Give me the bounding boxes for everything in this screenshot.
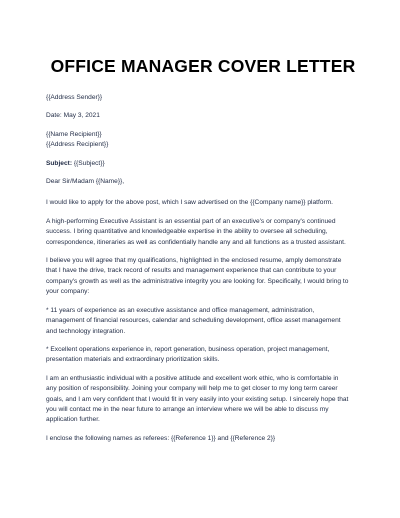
bullet-experience: * 11 years of experience as an executive assistance and office management, administration, management of financial resources, calendar and scheduling development, office asset management and technology integration. bbox=[46, 306, 341, 335]
recipient-address: {{Address Recipient}} bbox=[46, 141, 109, 149]
letter-body bbox=[46, 93, 360, 444]
paragraph-intro: I would like to apply for the above post, which I saw advertised on the {{Company name}} platform. bbox=[46, 199, 333, 207]
letter-date: Date: May 3, 2021 bbox=[46, 112, 100, 120]
recipient-name: {{Name Recipient}} bbox=[46, 130, 102, 138]
subject-line bbox=[46, 159, 360, 169]
subject-value: {{Subject}} bbox=[72, 159, 105, 167]
bullet-operations: * Excellent operations experience in, report generation, business operation, project management, presentation materials and extraordinary prioritization skills. bbox=[46, 345, 330, 364]
paragraph-enthusiasm: I am an enthusiastic individual with a positive attitude and excellent work ethic, who is comfortable in any position of responsibility. Joining your company will help me to get closer to my long term career goals, and I am very confident that I would fit in very easily into your existing setup. I sincerely hope that you will contact me in the near future to arrange an interview where we will be able to discuss my application further. bbox=[46, 374, 349, 424]
paragraph-executive-assistant: A high-performing Executive Assistant is an essential part of an executive's or company's continued success. I bring quantitative and knowledgeable expertise in the ability to oversee all scheduling, correspondence, itineraries as well as confidentially handle any and all functions as a trusted assistant. bbox=[46, 217, 346, 246]
salutation: Dear Sir/Madam {{Name}}, bbox=[46, 178, 125, 186]
address-sender: {{Address Sender}} bbox=[46, 94, 103, 101]
paragraph-references: I enclose the following names as referees: {{Reference 1}} and {{Reference 2}} bbox=[46, 434, 276, 442]
subject-label: Subject: bbox=[46, 159, 73, 167]
paragraph-qualifications: I believe you will agree that my qualifications, highlighted in the enclosed resume, amply demonstrate that I have the drive, track record of results and management experience that can contribute to your company's growth as well as the administrative integrity you are looking for. Specifically, I would bring to your company: bbox=[46, 257, 349, 296]
document-title: OFFICE MANAGER COVER LETTER bbox=[50, 56, 356, 76]
